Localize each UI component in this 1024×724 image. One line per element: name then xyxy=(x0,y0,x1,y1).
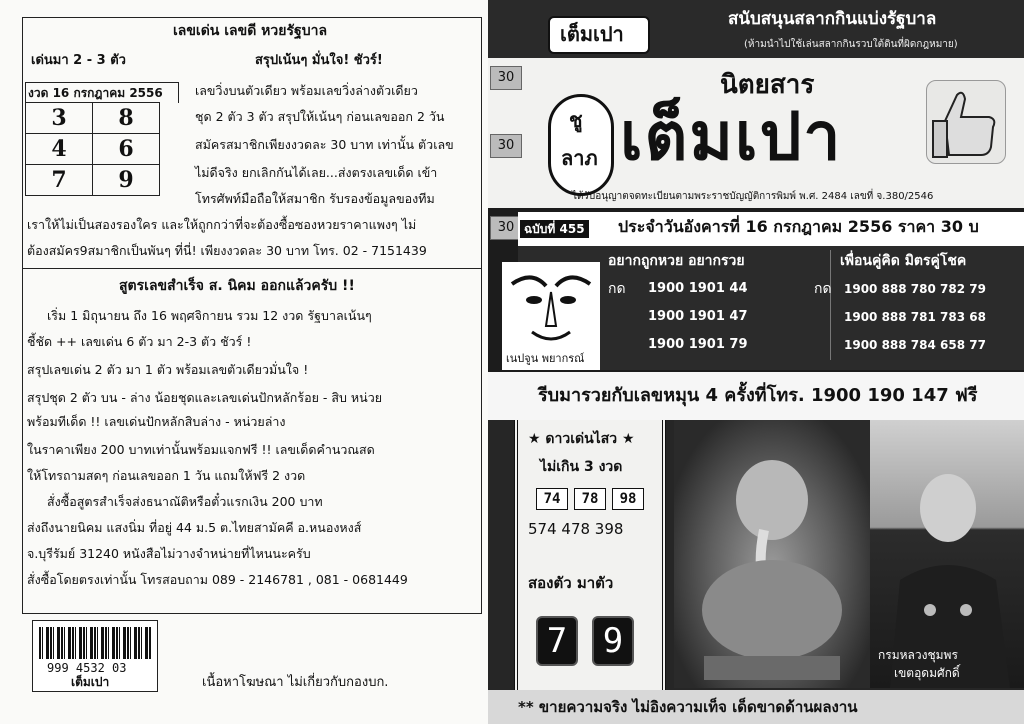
lucky-digit: 7 xyxy=(536,616,578,666)
box2-line: เริ่ม 1 มิถุนายน ถึง 16 พฤศจิกายน รวม 12 งวด รัฐบาลเน้นๆ xyxy=(47,308,372,323)
box1-title: เลขเด่น เลขดี หวยรัฐบาล xyxy=(173,23,328,39)
box1-line: เลขวิ่งบนตัวเดียว พร้อมเลขวิ่งล่างตัวเดียว xyxy=(195,83,418,98)
box2-line: สรุปชุด 2 ตัว บน - ล่าง น้อยชุดและเลขเด่นปักหลักร้อย - สิบ หน่วย xyxy=(27,390,383,405)
star-title: ★ ดาวเด่นไสว ★ xyxy=(528,431,635,447)
lucky-digit: 9 xyxy=(592,616,634,666)
draw-date-label: งวด 16 กรกฎาคม 2556 xyxy=(25,82,179,103)
box2-title: สูตรเลขสำเร็จ ส. นิคม ออกแล้วครับ !! xyxy=(119,278,355,294)
pair-number: 98 xyxy=(612,488,644,510)
number-grid xyxy=(25,102,160,196)
box2-line: พร้อมทีเด็ด !! เลขเด่นปักหลักสิบล่าง - หน่วยล่าง xyxy=(27,414,286,429)
top-title: สนับสนุนสลากกินแบ่งรัฐบาล xyxy=(728,9,937,29)
choo-lap-emblem xyxy=(548,94,614,196)
emblem-text-bottom: ลาภ xyxy=(561,146,598,170)
ganesha-statue-photo xyxy=(674,420,870,688)
barcode xyxy=(32,620,158,692)
promo-strip xyxy=(488,372,1024,420)
hotline-number: 1900 1901 47 xyxy=(648,309,748,324)
issue-number: ฉบับที่ 455 xyxy=(520,220,589,238)
magazine-word: นิตยสาร xyxy=(720,70,815,100)
star-numbers-panel xyxy=(514,420,666,690)
box2-line: ให้โทรถามสดๆ ก่อนเลขออก 1 วัน แถมให้ฟรี 2 งวด xyxy=(27,468,306,483)
box1-line: โทรศัพท์มือถือให้สมาชิก รับรองข้อมูลของทีม xyxy=(195,191,435,206)
footer-slogan: ** ขายความจริง ไม่อิงความเท็จ เด็ดขาดด้านผลงาน xyxy=(518,698,858,716)
hotline-number: 1900 1901 44 xyxy=(648,281,748,296)
permit-text: ได้รับอนุญาตจดทะเบียนตามพระราชบัญญัติการพิมพ์ พ.ศ. 2484 เลขที่ จ.380/2546 xyxy=(572,191,934,202)
grid-cell: 8 xyxy=(93,103,160,134)
box1-sub-left: เด่นมา 2 - 3 ตัว xyxy=(31,53,126,68)
box2-line: ชี้ชัด ++ เลขเด่น 6 ตัว มา 2-3 ตัว ชัวร์ ! xyxy=(27,334,252,349)
box2-line: สรุปเลขเด่น 2 ตัว มา 1 ตัว พร้อมเลขตัวเดียวมั่นใจ ! xyxy=(27,362,309,377)
grid-cell: 6 xyxy=(93,134,160,165)
magazine-title: เต็มเปา xyxy=(620,97,843,175)
box1-line: ไม่ดีจริง ยกเลิกกันได้เลย...ส่งตรงเลขเด็ด เข้า xyxy=(195,165,438,180)
box1-full-line: เราให้ไม่เป็นสองรองใคร และให้ถูกกว่าที่จะต้องซื้อซองหวยราคาแพงๆ ไม่ xyxy=(27,217,417,232)
box2-line: สั่งซื้อโดยตรงเท่านั้น โทรสอบถาม 089 - 2146781 , 081 - 0681449 xyxy=(27,572,408,587)
emblem-text-top: ชู xyxy=(569,108,583,132)
box2-line: ในราคาเพียง 200 บาทเท่านั้นพร้อมแจกฟรี !! เลขเด็ดคำนวณสด xyxy=(27,442,375,457)
box2-line: ส่งถึงนายนิคม แสงนิ่ม ที่อยู่ 44 ม.5 ต.ไทยสามัคคี อ.หนองหงส์ xyxy=(27,520,362,535)
disclaimer: เนื้อหาโฆษณา ไม่เกี่ยวกับกองบก. xyxy=(202,675,389,690)
hotline-prefix: กด xyxy=(814,281,832,297)
panel-divider xyxy=(830,250,831,360)
hotline-prefix: กด xyxy=(608,281,626,297)
formula-box xyxy=(22,267,482,614)
two-digit-label: สองตัว มาตัว xyxy=(528,574,614,592)
small-logo-text: เต็มเปา xyxy=(560,22,624,46)
hotline-col2-title: เพื่อนคู่คิด มิตรคู่โชค xyxy=(840,253,967,269)
prince-chumphon-portrait xyxy=(870,420,1024,688)
hotline-col1-title: อยากถูกหวย อยากรวย xyxy=(608,253,745,269)
grid-cell: 3 xyxy=(26,103,93,134)
portrait-caption-2: เขตอุดมศักดิ์ xyxy=(894,666,960,680)
hotline-number: 1900 888 784 658 77 xyxy=(844,338,986,352)
triple-numbers: 574 478 398 xyxy=(528,520,624,538)
box1-line: ชุด 2 ตัว 3 ตัว สรุปให้เน้นๆ ก่อนเลขออก 2 วัน xyxy=(195,109,445,124)
portrait-caption-1: กรมหลวงชุมพร xyxy=(878,648,958,662)
box2-line: สั่งซื้อสูตรสำเร็จส่งธนาณัติหรือตั๋วแรกเงิน 200 บาท xyxy=(47,494,323,509)
neptune-face-illustration xyxy=(502,262,600,370)
side-number: 30 xyxy=(490,134,522,158)
box1-full-line: ต้องสมัคร9สมาชิกเป็นพันๆ ที่นี่! เพียงงวดละ 30 บาท โทร. 02 - 7151439 xyxy=(27,243,427,258)
hotline-number: 1900 888 780 782 79 xyxy=(844,282,986,296)
grid-cell: 7 xyxy=(26,165,93,196)
left-page xyxy=(0,0,488,724)
promo-strip-text: รีบมารวยกับเลขหมุน 4 ครั้งที่โทร. 1900 190 147 ฟรี xyxy=(538,385,978,406)
issue-bar xyxy=(518,212,1024,246)
side-number: 30 xyxy=(490,66,522,90)
barcode-number: 999 4532 03 xyxy=(47,661,127,675)
pair-number: 78 xyxy=(574,488,606,510)
hotline-number: 1900 888 781 783 68 xyxy=(844,310,986,324)
thumbs-up-icon xyxy=(926,80,1006,164)
grid-cell: 4 xyxy=(26,134,93,165)
grid-cell: 9 xyxy=(93,165,160,196)
hotline-number: 1900 1901 79 xyxy=(648,337,748,352)
barcode-bars xyxy=(39,627,151,659)
issue-date: ประจำวันอังคารที่ 16 กรกฎาคม 2556 ราคา 30 บ xyxy=(618,217,979,236)
box2-line: จ.บุรีรัมย์ 31240 หนังสือไม่วางจำหน่ายที่ไหนนะครับ xyxy=(27,546,311,561)
box1-line: สมัครสมาชิกเพียงงวดละ 30 บาท เท่านั้น ตัวเลข xyxy=(195,137,454,152)
cover-footer xyxy=(488,690,1024,724)
small-logo xyxy=(548,16,650,54)
top-subtitle: (ห้ามนำไปใช้เล่นสลากกินรวบใต้ดินที่ผิดกฎหมาย) xyxy=(744,39,958,50)
face-caption: เนปจูน พยากรณ์ xyxy=(506,352,585,365)
box1-sub-right: สรุปเน้นๆ มั่นใจ! ชัวร์! xyxy=(255,53,383,68)
magazine-cover xyxy=(488,0,1024,724)
side-number: 30 xyxy=(490,216,522,240)
star-subtitle: ไม่เกิน 3 งวด xyxy=(540,459,623,475)
lucky-numbers-box xyxy=(22,17,482,269)
barcode-label: เต็มเปา xyxy=(71,675,110,689)
pair-number: 74 xyxy=(536,488,568,510)
